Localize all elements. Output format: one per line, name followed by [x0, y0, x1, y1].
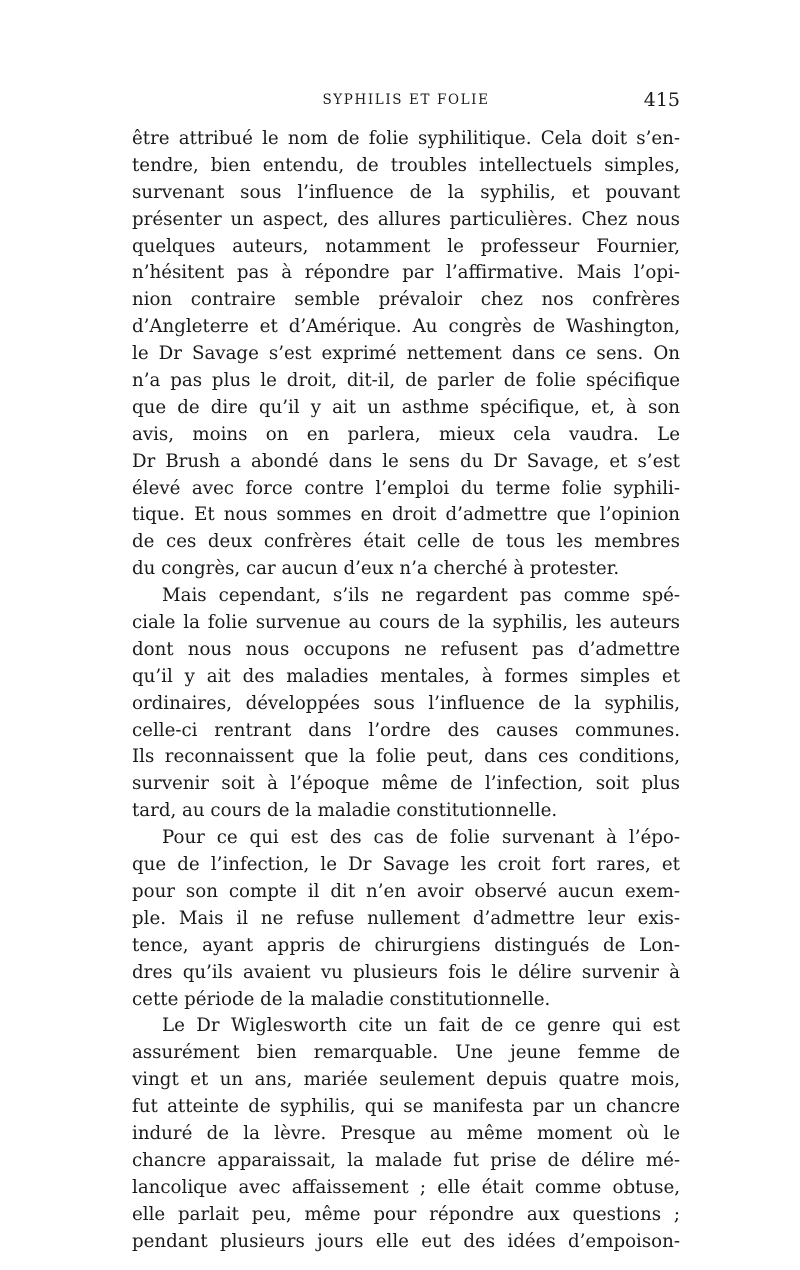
text-line: tard, au cours de la maladie constitutionnelle. [132, 800, 558, 822]
page-number: 415 [643, 89, 680, 111]
text-line: ordinaires, développées sous l’influence de la syphilis, [132, 692, 680, 714]
text-line: que de l’infection, le Dr Savage les croit fort rares, et [132, 854, 680, 876]
text-line: Ils reconnaissent que la folie peut, dans ces conditions, [132, 746, 680, 768]
text-line: vingt et un ans, mariée seulement depuis quatre mois, [132, 1069, 680, 1091]
text-line: élevé avec force contre l’emploi du terme folie syphili- [132, 477, 680, 499]
text-line: assurément bien remarquable. Une jeune femme de [132, 1042, 680, 1064]
text-line: qu’il y ait des maladies mentales, à formes simples et [132, 665, 680, 687]
text-line: lancolique avec affaissement ; elle était comme obtuse, [132, 1176, 680, 1198]
text-line: n’hésitent pas à répondre par l’affirmative. Mais l’opi- [132, 262, 680, 284]
text-line: le Dr Savage s’est exprimé nettement dans ce sens. On [132, 343, 680, 365]
text-line: que de dire qu’il y ait un asthme spécifique, et, à son [132, 396, 680, 418]
text-line: nion contraire semble prévaloir chez nos confrères [132, 289, 680, 311]
text-line: elle parlait peu, même pour répondre aux questions ; [132, 1203, 680, 1225]
text-line: induré de la lèvre. Presque au même moment où le [132, 1122, 680, 1144]
running-head [132, 89, 680, 116]
text-line: survenir soit à l’époque même de l’infection, soit plus [132, 773, 680, 795]
text-line: de ces deux confrères était celle de tous les membres [132, 531, 680, 553]
text-line: tence, ayant appris de chirurgiens distingués de Lon- [132, 934, 680, 956]
text-line: Dr Brush a abondé dans le sens du Dr Savage, et s’est [132, 450, 680, 472]
body-text [132, 126, 680, 1255]
text-line: Pour ce qui est des cas de folie survenant à l’épo- [162, 827, 680, 849]
text-line: n’a pas plus le droit, dit-il, de parler de folie spécifique [132, 370, 680, 392]
text-line: avis, moins on en parlera, mieux cela vaudra. Le [132, 423, 680, 445]
text-line: survenant sous l’influence de la syphilis, et pouvant [132, 181, 680, 203]
text-line: ciale la folie survenue au cours de la syphilis, les auteurs [132, 612, 680, 634]
text-line: tique. Et nous sommes en droit d’admettre que l’opinion [132, 504, 680, 526]
text-line: d’Angleterre et d’Amérique. Au congrès de Washington, [132, 316, 680, 338]
text-line: celle-ci rentrant dans l’ordre des causes communes. [132, 719, 680, 741]
text-line: Mais cependant, s’ils ne regardent pas comme spé- [162, 585, 680, 607]
text-line: être attribué le nom de folie syphilitique. Cela doit s’en- [132, 128, 680, 149]
text-line: pendant plusieurs jours elle eut des idées d’empoison- [132, 1230, 680, 1252]
running-title: SYPHILIS ET FOLIE [322, 92, 490, 108]
text-line: présenter un aspect, des allures particulières. Chez nous [132, 208, 680, 230]
text-line: quelques auteurs, notamment le professeur Fournier, [132, 235, 680, 257]
text-line: tendre, bien entendu, de troubles intellectuels simples, [132, 154, 680, 176]
text-line: du congrès, car aucun d’eux n’a cherché à protester. [132, 558, 620, 580]
text-line: pour son compte il dit n’en avoir observé aucun exem- [132, 880, 680, 902]
text-line: dont nous nous occupons ne refusent pas d’admettre [132, 638, 680, 660]
text-line: dres qu’ils avaient vu plusieurs fois le délire survenir à [132, 961, 680, 983]
text-line: chancre apparaissait, la malade fut prise de délire mé- [132, 1149, 680, 1171]
text-line: ple. Mais il ne refuse nullement d’admettre leur exis- [132, 907, 680, 929]
text-line: fut atteinte de syphilis, qui se manifesta par un chancre [132, 1096, 680, 1118]
text-line: cette période de la maladie constitutionnelle. [132, 988, 551, 1010]
text-line: Le Dr Wiglesworth cite un fait de ce genre qui est [162, 1015, 680, 1037]
